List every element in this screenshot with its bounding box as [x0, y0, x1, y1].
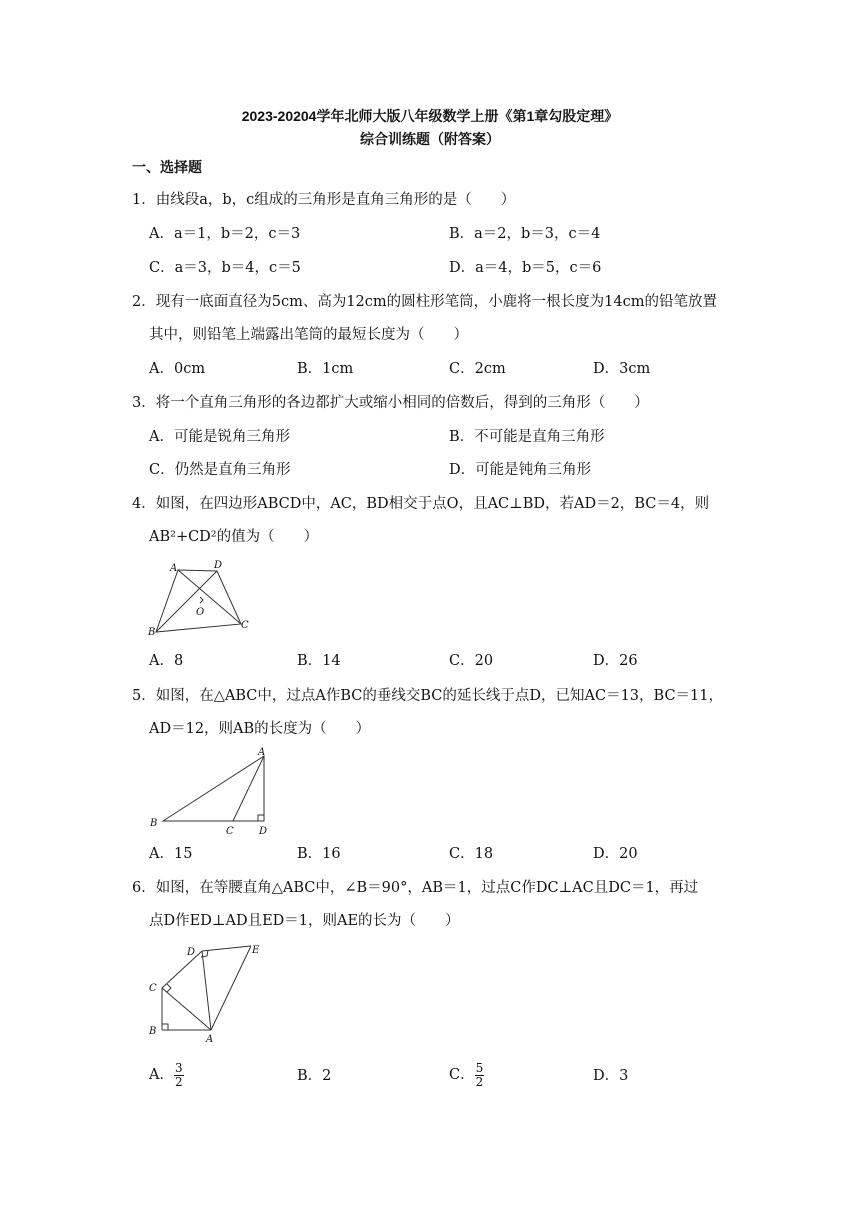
- fraction-numerator: 3: [174, 1060, 183, 1075]
- q6-option-a-label: A．: [149, 1067, 174, 1083]
- label-a: A: [206, 1034, 214, 1045]
- q4-option-d: D．26: [593, 653, 638, 669]
- q5-option-b: B．16: [297, 846, 341, 862]
- spiral-triangles-figure: [140, 936, 270, 1046]
- q6-option-c: [449, 1058, 484, 1092]
- label-a: A: [258, 747, 266, 758]
- q1-option-c: C．a＝3，b＝4，c＝5: [149, 260, 301, 276]
- q6-option-c-label: C．: [449, 1067, 475, 1083]
- q2-option-a: A．0cm: [149, 361, 206, 377]
- question-4-stem-line1: 4．如图，在四边形ABCD中，AC，BD相交于点O，且AC⊥BD，若AD＝2，BC＝4，则: [132, 496, 710, 512]
- q5-option-d: D．20: [593, 846, 638, 862]
- label-o: O: [196, 607, 205, 618]
- q6-option-c-fraction: [475, 1062, 485, 1089]
- label-d: D: [259, 826, 268, 837]
- label-e: E: [252, 945, 260, 956]
- fraction-denominator: 2: [475, 1074, 484, 1089]
- q1-option-d: D．a＝4，b＝5，c＝6: [449, 260, 602, 276]
- question-2-stem-line2: 其中，则铅笔上端露出笔筒的最短长度为（ ）: [149, 327, 468, 343]
- label-d: D: [187, 947, 196, 958]
- q6-option-a-fraction: [174, 1062, 184, 1089]
- triangle-abc-figure: [140, 742, 280, 838]
- q4-option-b: B．14: [297, 653, 341, 669]
- q1-option-a: A．a＝1，b＝2，c＝3: [149, 226, 301, 242]
- label-a: A: [170, 563, 178, 574]
- label-d: D: [214, 560, 223, 571]
- q3-option-c: C．仍然是直角三角形: [149, 462, 291, 478]
- q3-option-a: A．可能是锐角三角形: [149, 429, 290, 445]
- fraction-denominator: 2: [174, 1074, 183, 1089]
- q6-option-b: B．2: [297, 1068, 332, 1084]
- q2-option-b: B．1cm: [297, 361, 354, 377]
- label-c: C: [241, 620, 249, 631]
- question-3-stem: 3．将一个直角三角形的各边都扩大或缩小相同的倍数后，得到的三角形（ ）: [132, 395, 649, 411]
- label-c: C: [226, 826, 234, 837]
- question-4-stem-line2: AB²+CD²的值为（ ）: [149, 529, 319, 545]
- q4-option-a: A．8: [149, 653, 184, 669]
- q3-option-d: D．可能是钝角三角形: [449, 462, 592, 478]
- question-5-stem-line2: AD＝12，则AB的长度为（ ）: [149, 721, 371, 737]
- q2-option-c: C．2cm: [449, 361, 506, 377]
- q5-option-c: C．18: [449, 846, 494, 862]
- page-subtitle: 综合训练题（附答案）: [360, 131, 500, 147]
- quadrilateral-abcd-figure: [140, 558, 260, 642]
- q5-option-a: A．15: [149, 846, 193, 862]
- label-b: B: [150, 818, 158, 829]
- fraction-numerator: 5: [475, 1060, 484, 1075]
- question-5-stem-line1: 5．如图，在△ABC中，过点A作BC的垂线交BC的延长线于点D，已知AC＝13，BC＝11，: [132, 688, 723, 704]
- q4-option-c: C．20: [449, 653, 494, 669]
- q1-option-b: B．a＝2，b＝3，c＝4: [449, 226, 601, 242]
- question-2-stem-line1: 2．现有一底面直径为5cm、高为12cm的圆柱形笔筒，小鹿将一根长度为14cm的铅笔放置: [132, 294, 717, 310]
- question-6-stem-line2: 点D作ED⊥AD且ED＝1，则AE的长为（ ）: [149, 913, 460, 929]
- section-heading: 一、选择题: [132, 159, 202, 175]
- q6-option-d: D．3: [593, 1068, 629, 1084]
- label-c: C: [149, 983, 157, 994]
- question-1-stem: 1．由线段a，b，c组成的三角形是直角三角形的是（ ）: [132, 192, 516, 208]
- label-b: B: [148, 627, 156, 638]
- label-b: B: [149, 1026, 157, 1037]
- q3-option-b: B．不可能是直角三角形: [449, 429, 605, 445]
- question-6-stem-line1: 6．如图，在等腰直角△ABC中，∠B＝90°，AB＝1，过点C作DC⊥AC且DC＝1，再过: [132, 880, 699, 896]
- q6-option-a: [149, 1058, 184, 1092]
- page-title: 2023-20204学年北师大版八年级数学上册《第1章勾股定理》: [241, 108, 619, 124]
- q2-option-d: D．3cm: [593, 361, 651, 377]
